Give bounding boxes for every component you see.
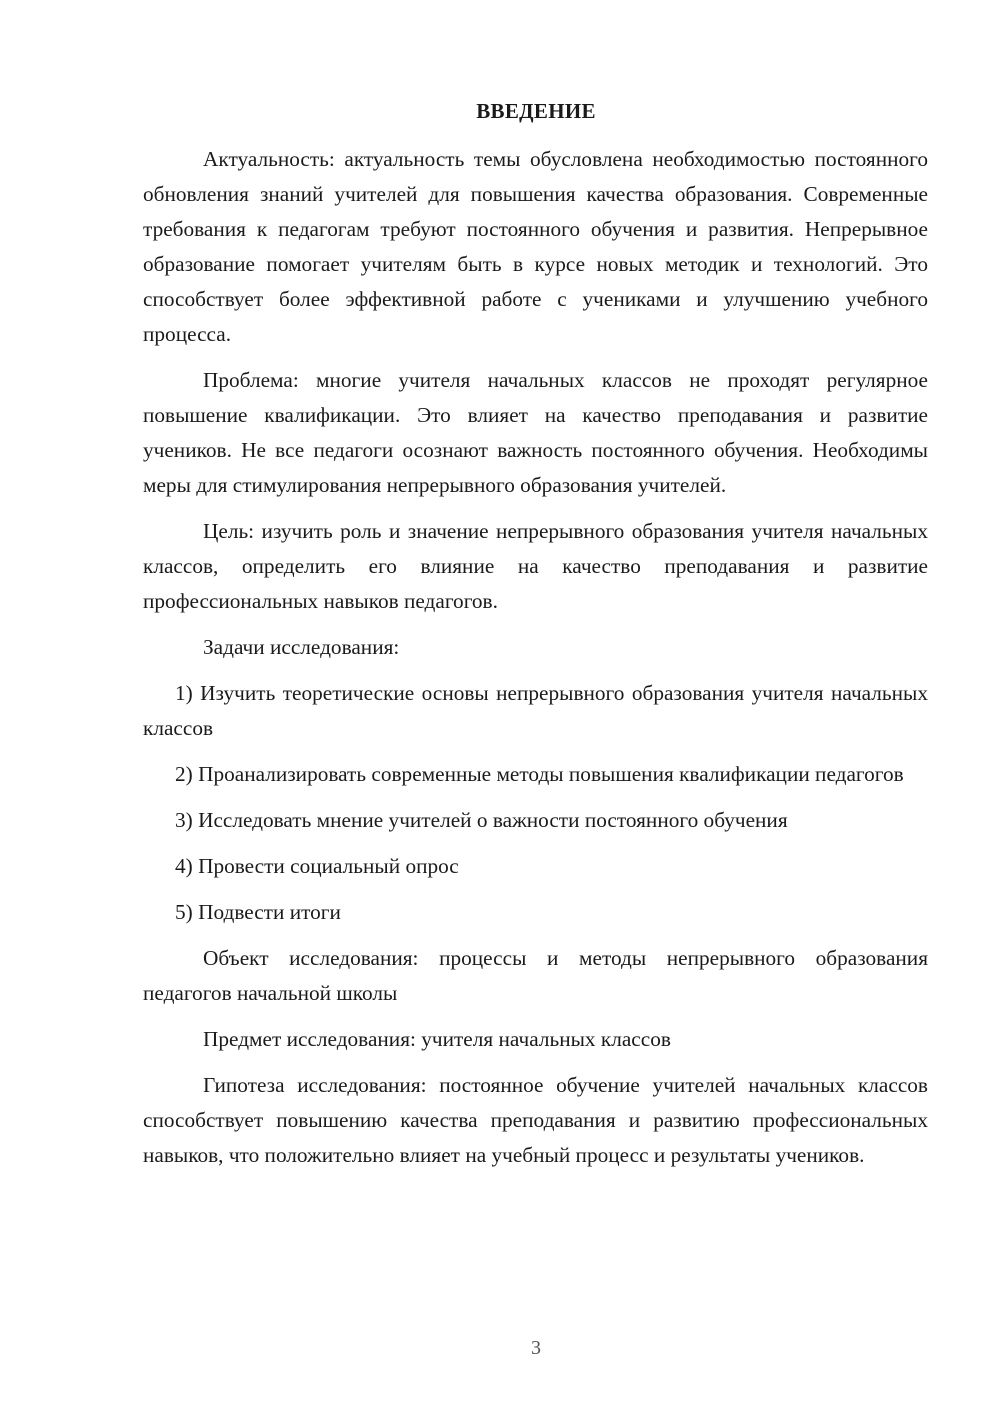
paragraph-subject: Предмет исследования: учителя начальных классов [203, 1027, 671, 1051]
page-number: 3 [531, 1337, 541, 1359]
paragraph-goal: Цель: изучить роль и значение непрерывного образования учителя начальных классов, определить его влияние на качество преподавания и развитие профессиональных навыков педагогов. [143, 519, 928, 613]
task-item-1: 1) Изучить теоретические основы непрерывного образования учителя начальных классов [143, 681, 928, 740]
section-title: ВВЕДЕНИЕ [476, 99, 596, 123]
paragraph-relevance: Актуальность: актуальность темы обусловлена необходимостью постоянного обновления знаний учителей для повышения качества образования. Современные требования к педагогам требуют постоянного обучения и развития. Непрерывное образование помогает учителям быть в курсе новых методик и технологий. Это способствует более эффективной работе с учениками и улучшению учебного процесса. [143, 147, 928, 346]
tasks-heading: Задачи исследования: [203, 635, 400, 659]
task-item-3: 3) Исследовать мнение учителей о важности постоянного обучения [175, 808, 788, 832]
paragraph-object: Объект исследования: процессы и методы непрерывного образования педагогов начальной школы [143, 946, 928, 1005]
document-body [143, 142, 928, 1184]
task-item-4: 4) Провести социальный опрос [175, 854, 459, 878]
paragraph-hypothesis: Гипотеза исследования: постоянное обучение учителей начальных классов способствует повышению качества преподавания и развитию профессиональных навыков, что положительно влияет на учебный процесс и результаты учеников. [143, 1073, 928, 1167]
paragraph-problem: Проблема: многие учителя начальных классов не проходят регулярное повышение квалификации. Это влияет на качество преподавания и развитие учеников. Не все педагоги осознают важность постоянного обучения. Необходимы меры для стимулирования непрерывного образования учителей. [143, 368, 928, 497]
task-item-5: 5) Подвести итоги [175, 900, 341, 924]
task-item-2: 2) Проанализировать современные методы повышения квалификации педагогов [175, 762, 904, 786]
